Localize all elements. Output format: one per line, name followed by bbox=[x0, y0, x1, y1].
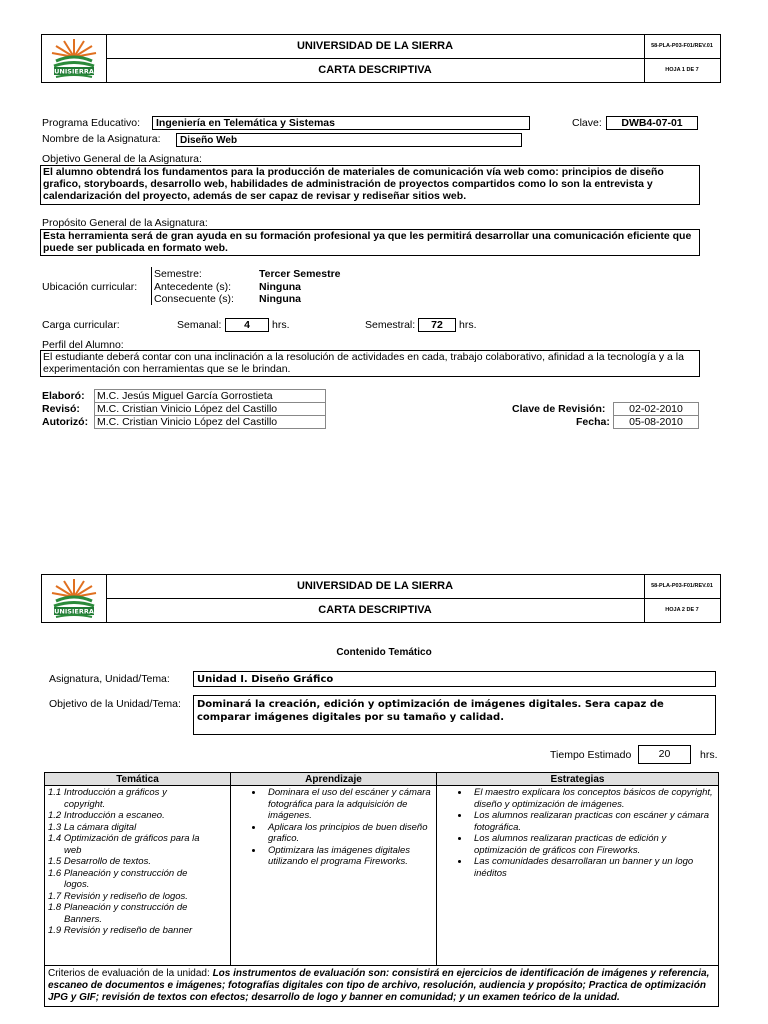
university-name: UNIVERSIDAD DE LA SIERRA bbox=[106, 575, 644, 599]
estrategia-item: • Los alumnos realizaran practicas de edición y optimización de gráficos con Fireworks. bbox=[470, 833, 715, 856]
topic-line: 1.7 Revisión y rediseño de logos. bbox=[48, 890, 188, 902]
tiempo-field: 20 bbox=[638, 745, 691, 764]
estrategia-item: • Las comunidades desarrollaran un banner y un logo inéditos bbox=[470, 856, 715, 879]
semanal-label: Semanal: bbox=[177, 319, 222, 331]
elaboro-field: M.C. Jesús Miguel García Gorrostieta bbox=[94, 389, 326, 403]
topic-line: 1.1 Introducción a gráficos y bbox=[48, 787, 167, 798]
semestre-label: Semestre: bbox=[154, 268, 202, 280]
tiempo-label: Tiempo Estimado bbox=[550, 749, 632, 761]
svg-text:UNISIERRA: UNISIERRA bbox=[54, 67, 94, 76]
autorizo-label: Autorizó: bbox=[42, 416, 89, 428]
topic-line: 1.8 Planeación y construcción de bbox=[48, 902, 188, 913]
aprendizaje-item: • Optimizara las imágenes digitales utilizando el programa Fireworks. bbox=[264, 845, 433, 868]
estrategias-cell bbox=[437, 786, 719, 966]
clave-field: DWB4-07-01 bbox=[606, 116, 698, 130]
topic-line: web bbox=[64, 844, 82, 856]
semanal-field: 4 bbox=[225, 318, 269, 332]
contenido-table bbox=[44, 772, 719, 1007]
unidad-field: Unidad I. Diseño Gráfico bbox=[193, 671, 716, 687]
topic-line: Banners. bbox=[64, 913, 103, 925]
elaboro-label: Elaboró: bbox=[42, 390, 85, 402]
header-estrategias: Estrategias bbox=[437, 773, 719, 786]
semestral-hrs: hrs. bbox=[459, 319, 477, 331]
semanal-hrs: hrs. bbox=[272, 319, 290, 331]
consecuente-label: Consecuente (s): bbox=[154, 293, 234, 305]
objetivo-unidad-label: Objetivo de la Unidad/Tema: bbox=[49, 698, 181, 710]
topic-line: logos. bbox=[64, 879, 90, 890]
carga-label: Carga curricular: bbox=[42, 319, 120, 331]
objetivo-field: El alumno obtendrá los fundamentos para la producción de materiales de comunicación vía web como: principios de diseño grafico, storyboards, desarrollo web, habilidades de administración de proyectos compartidos como lo son la entrevista y calendarización del proyecto, además de ser capaz de revisar y rediseñar sitios web. bbox=[40, 165, 700, 205]
page1-header bbox=[41, 34, 721, 83]
semestral-label: Semestral: bbox=[365, 319, 416, 331]
topic-line: 1.6 Planeación y construcción de bbox=[48, 867, 188, 879]
document-title: CARTA DESCRIPTIVA bbox=[318, 604, 432, 616]
topic-line: 1.3 La cámara digital bbox=[48, 821, 137, 833]
aprendizaje-item: • Aplicara los principios de buen diseño grafico. bbox=[264, 822, 433, 845]
antecedente-label: Antecedente (s): bbox=[154, 281, 232, 293]
header-tematica: Temática bbox=[45, 773, 231, 786]
contenido-title: Contenido Temático bbox=[336, 647, 432, 658]
aprendizaje-item: • Dominara el uso del escáner y cámara fotográfica para la adquisición de imágenes. bbox=[264, 787, 433, 822]
ubicacion-divider bbox=[151, 267, 152, 305]
autorizo-field: M.C. Cristian Vinicio López del Castillo bbox=[94, 415, 326, 429]
ubicacion-label: Ubicación curricular: bbox=[42, 281, 138, 293]
clave-label: Clave: bbox=[572, 117, 602, 129]
programa-label: Programa Educativo: bbox=[42, 117, 141, 129]
estrategia-item: • Los alumnos realizaran practicas con escáner y cámara fotográfica. bbox=[470, 810, 715, 833]
objetivo-label: Objetivo General de la Asignatura: bbox=[42, 153, 202, 165]
asignatura-field: Diseño Web bbox=[176, 133, 522, 147]
reviso-label: Revisó: bbox=[42, 403, 80, 415]
criterios-value: Los instrumentos de evaluación son: consistirá en ejercicios de identificación de imágenes y referencia, escaneo de documentos e imágenes; fotografías digitales con tipo de archivo, resolución, audiencia y propósito; Practica de optimización JPG y GIF; revisión de textos con efectos; desarrollo de logo y banner en comunidad; y un examen teórico de la unidad. bbox=[48, 968, 710, 1003]
estrategia-item: • El maestro explicara los conceptos básicos de copyright, diseño y optimización de imágenes. bbox=[470, 787, 715, 810]
criterios-cell bbox=[45, 966, 719, 1007]
topic-line: copyright. bbox=[64, 798, 106, 810]
semestre-value: Tercer Semestre bbox=[259, 268, 341, 280]
perfil-field: El estudiante deberá contar con una inclinación a la resolución de actividades en cada, trabajo colaborativo, afinidad a la tecnología y a la experimentación con herramientas que se le brindan. bbox=[40, 350, 700, 377]
criterios-label: Criterios de evaluación de la unidad: bbox=[48, 968, 210, 979]
topic-line: 1.2 Introducción a escaneo. bbox=[48, 810, 165, 821]
university-name: UNIVERSIDAD DE LA SIERRA bbox=[106, 35, 644, 59]
page-number: HOJA 1 DE 7 bbox=[665, 67, 699, 73]
topic-line: 1.4 Optimización de gráficos para la bbox=[48, 833, 200, 844]
document-code: 58-PLA-P03-F01/REV.01 bbox=[644, 575, 720, 599]
reviso-field: M.C. Cristian Vinicio López del Castillo bbox=[94, 402, 326, 416]
university-logo bbox=[42, 35, 107, 82]
document-title: CARTA DESCRIPTIVA bbox=[318, 64, 432, 76]
fecha-field: 05-08-2010 bbox=[613, 415, 699, 429]
proposito-label: Propósito General de la Asignatura: bbox=[42, 217, 208, 229]
svg-text:UNISIERRA: UNISIERRA bbox=[54, 607, 94, 616]
document-code: 58-PLA-P03-F01/REV.01 bbox=[644, 35, 720, 59]
unidad-label: Asignatura, Unidad/Tema: bbox=[49, 673, 170, 685]
tiempo-hrs: hrs. bbox=[700, 749, 718, 761]
topic-line: 1.5 Desarrollo de textos. bbox=[48, 856, 151, 867]
page2-header bbox=[41, 574, 721, 623]
asignatura-label: Nombre de la Asignatura: bbox=[42, 133, 161, 145]
perfil-label: Perfil del Alumno: bbox=[42, 339, 124, 351]
tematica-cell bbox=[45, 786, 231, 966]
aprendizaje-cell bbox=[231, 786, 437, 966]
consecuente-value: Ninguna bbox=[259, 293, 301, 305]
topic-line: 1.9 Revisión y rediseño de banner bbox=[48, 925, 193, 936]
programa-field: Ingeniería en Telemática y Sistemas bbox=[152, 116, 530, 130]
page-number: HOJA 2 DE 7 bbox=[665, 607, 699, 613]
semestral-field: 72 bbox=[418, 318, 456, 332]
proposito-field: Esta herramienta será de gran ayuda en su formación profesional ya que les permitirá desarrollar una comunicación eficiente que puede ser publicada en formato web. bbox=[40, 229, 700, 256]
header-aprendizaje: Aprendizaje bbox=[231, 773, 437, 786]
clave-revision-label: Clave de Revisión: bbox=[512, 403, 606, 415]
clave-revision-field: 02-02-2010 bbox=[613, 402, 699, 416]
objetivo-unidad-field: Dominará la creación, edición y optimización de imágenes digitales. Sera capaz de comparar imágenes digitales por su tamaño y calidad. bbox=[193, 695, 716, 735]
university-logo bbox=[42, 575, 107, 622]
antecedente-value: Ninguna bbox=[259, 281, 301, 293]
fecha-label: Fecha: bbox=[576, 416, 610, 428]
